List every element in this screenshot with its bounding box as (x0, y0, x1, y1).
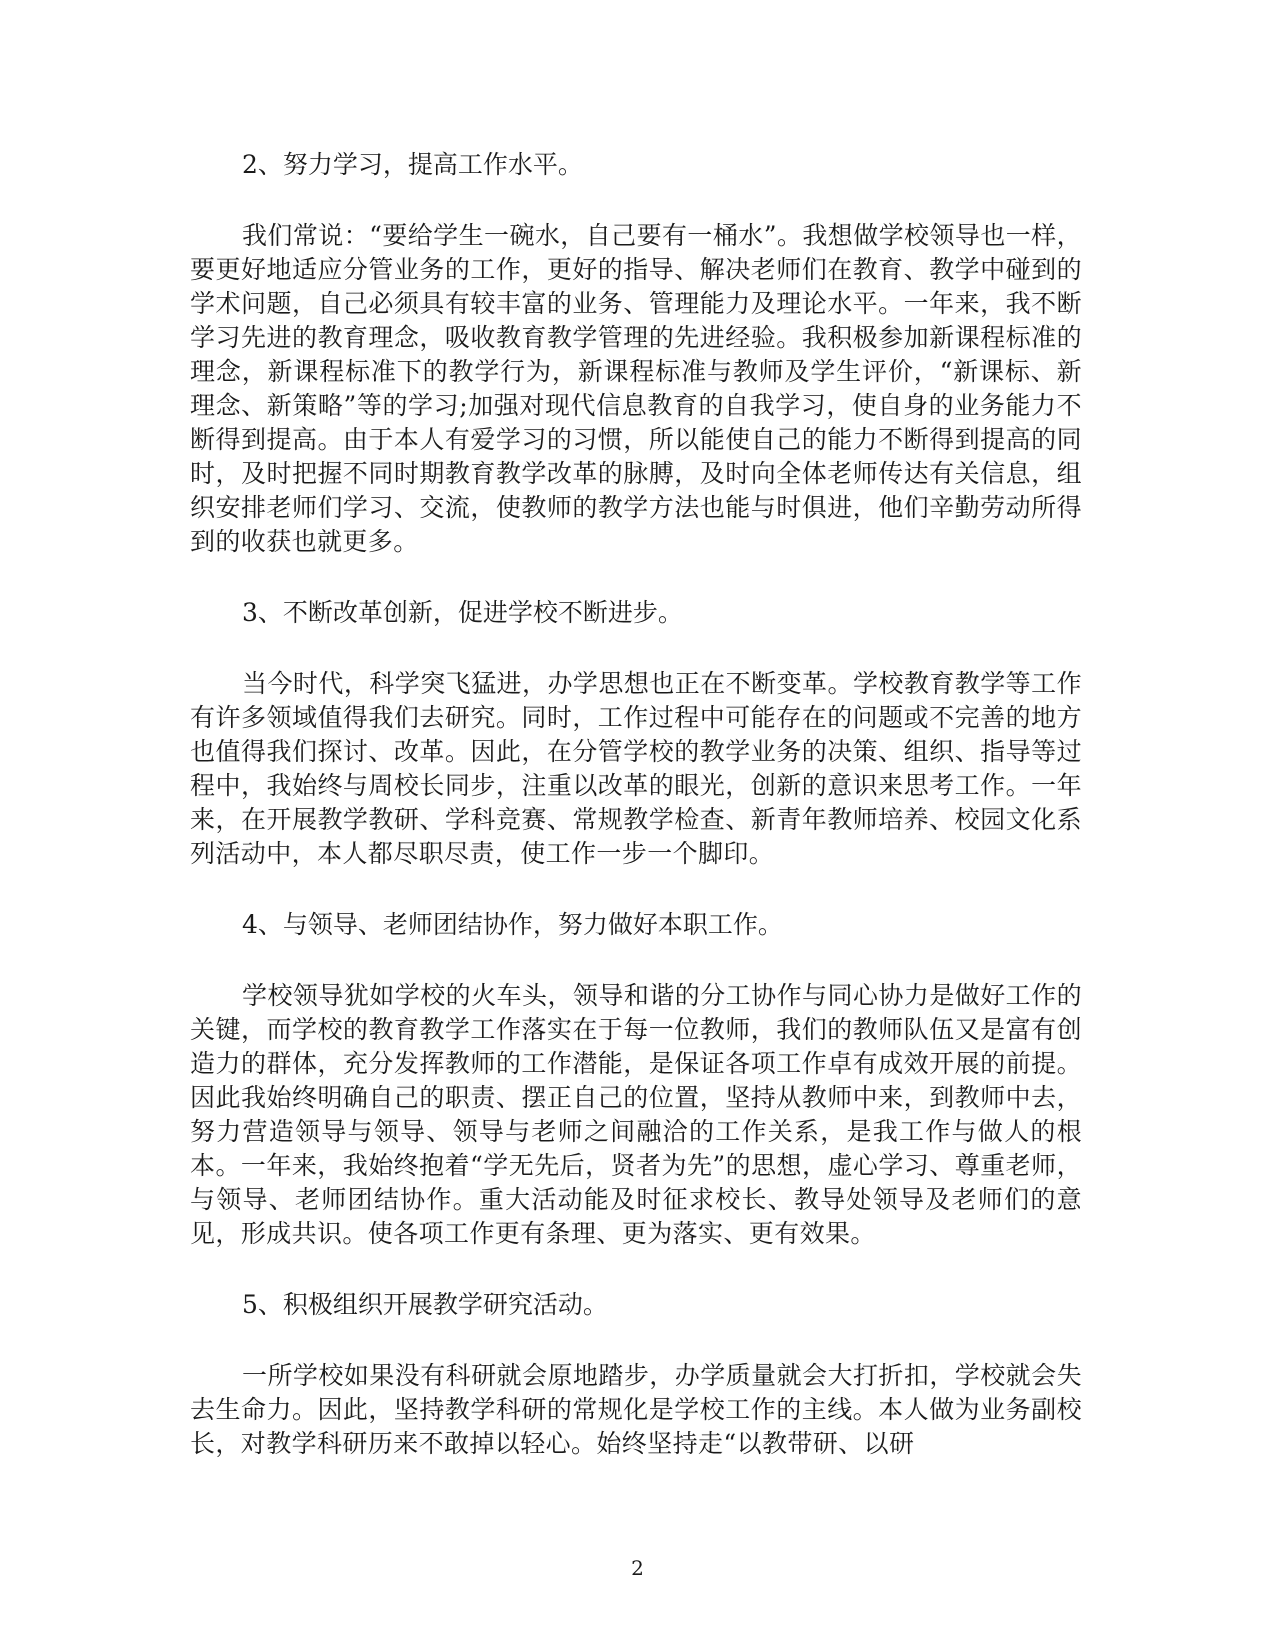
page-number: 2 (631, 1556, 644, 1580)
section-paragraph-3: 当今时代，科学突飞猛进，办学思想也正在不断变革。学校教育教学等工作有许多领域值得我们去研究。同时，工作过程中可能存在的问题或不完善的地方也值得我们探讨、改革。因此，在分管学校的教学业务的决策、组织、指导等过程中，我始终与周校长同步，注重以改革的眼光，创新的意识来思考工作。一年来，在开展教学教研、学科竞赛、常规教学检查、新青年教师培养、校园文化系列活动中，本人都尽职尽责，使工作一步一个脚印。 (190, 669, 1082, 868)
section-heading-5: 5、积极组织开展教学研究活动。 (242, 1290, 608, 1319)
section-paragraph-4: 学校领导犹如学校的火车头，领导和谐的分工协作与同心协力是做好工作的关键，而学校的教育教学工作落实在于每一位教师，我们的教师队伍又是富有创造力的群体，充分发挥教师的工作潜能，是保证各项工作卓有成效开展的前提。因此我始终明确自己的职责、摆正自己的位置，坚持从教师中来，到教师中去，努力营造领导与领导、领导与老师之间融洽的工作关系，是我工作与做人的根本。一年来，我始终抱着“学无先后，贤者为先”的思想，虚心学习、尊重老师，与领导、老师团结协作。重大活动能及时征求校长、教导处领导及老师们的意见，形成共识。使各项工作更有条理、更为落实、更有效果。 (190, 981, 1082, 1248)
section-heading-4: 4、与领导、老师团结协作，努力做好本职工作。 (242, 910, 783, 939)
section-heading-2: 2、努力学习，提高工作水平。 (242, 150, 583, 179)
document-body (190, 148, 1082, 1498)
section-heading-3: 3、不断改革创新，促进学校不断进步。 (242, 598, 683, 627)
section-paragraph-2: 我们常说：“要给学生一碗水，自己要有一桶水”。我想做学校领导也一样，要更好地适应分管业务的工作，更好的指导、解决老师们在教育、教学中碰到的学术问题，自己必须具有较丰富的业务、管理能力及理论水平。一年来，我不断学习先进的教育理念，吸收教育教学管理的先进经验。我积极参加新课程标准的理念，新课程标准下的教学行为，新课程标准与教师及学生评价，“新课标、新理念、新策略”等的学习;加强对现代信息教育的自我学习，使自身的业务能力不断得到提高。由于本人有爱学习的习惯，所以能使自己的能力不断得到提高的同时，及时把握不同时期教育教学改革的脉膊，及时向全体老师传达有关信息，组织安排老师们学习、交流，使教师的教学方法也能与时俱进，他们辛勤劳动所得到的收获也就更多。 (190, 221, 1082, 556)
section-paragraph-5: 一所学校如果没有科研就会原地踏步，办学质量就会大打折扣，学校就会失去生命力。因此，坚持教学科研的常规化是学校工作的主线。本人做为业务副校长，对教学科研历来不敢掉以轻心。始终坚持走“以教带研、以研 (190, 1361, 1082, 1458)
